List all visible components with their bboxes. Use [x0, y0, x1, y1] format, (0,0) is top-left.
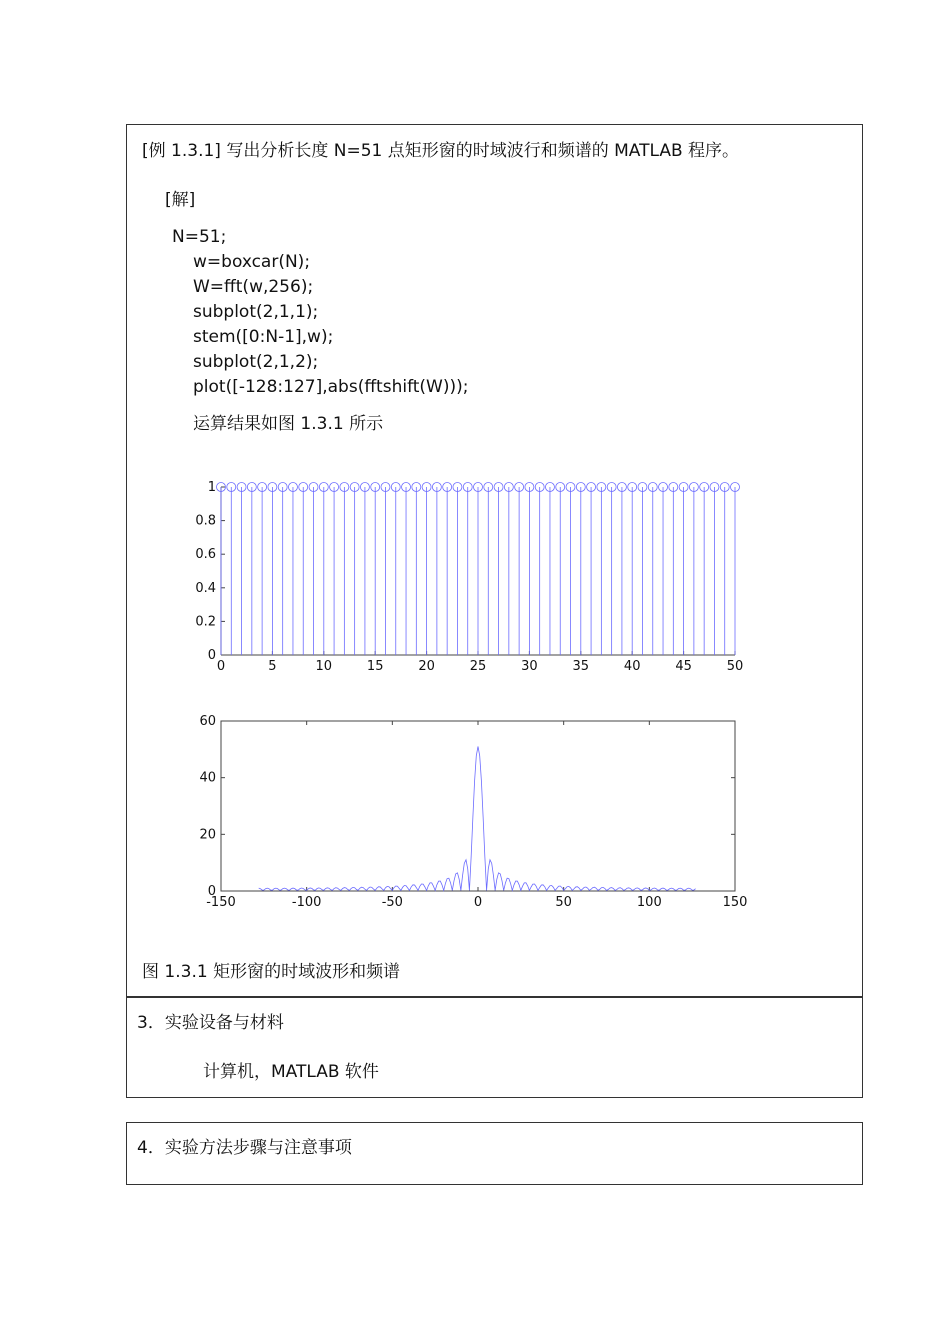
x-tick-label: -50: [381, 895, 403, 910]
x-tick-label: 5: [268, 659, 277, 674]
y-tick-label: 0.8: [195, 513, 216, 529]
spectrum-chart: [0, 705, 950, 925]
x-tick-label: 25: [469, 659, 487, 674]
y-tick-label: 40: [199, 770, 216, 786]
y-tick-label: 20: [199, 827, 216, 843]
y-tick-label: 1: [207, 480, 216, 495]
code-line: stem([0:N-1],w);: [193, 327, 334, 347]
section3-content: 计算机，MATLAB 软件: [203, 1062, 379, 1082]
x-tick-label: -100: [291, 895, 322, 910]
code-line: w=boxcar(N);: [193, 252, 311, 272]
x-tick-label: 0: [216, 659, 226, 674]
spectrum-line: [259, 747, 696, 891]
figure-caption: 图 1.3.1 矩形窗的时域波形和频谱: [142, 962, 401, 982]
solution-label: [解]: [165, 190, 196, 210]
stem-chart: [0, 470, 950, 700]
y-tick-label: 0.6: [195, 547, 216, 563]
code-line: plot([-128:127],abs(fftshift(W)));: [193, 377, 469, 397]
x-tick-label: 30: [521, 659, 538, 674]
x-tick-label: 100: [636, 895, 662, 910]
x-tick-label: 50: [555, 895, 572, 910]
y-tick-label: 0.2: [195, 614, 216, 630]
example-title: [例 1.3.1] 写出分析长度 N=51 点矩形窗的时域波行和频谱的 MATLAB 程序。: [142, 141, 740, 161]
section3-panel: [126, 996, 863, 1098]
x-tick-label: 10: [315, 659, 333, 674]
x-tick-label: -150: [206, 895, 236, 910]
x-tick-label: 0: [473, 895, 483, 910]
x-tick-label: 20: [418, 659, 435, 674]
x-tick-label: 35: [572, 659, 590, 674]
y-tick-label: 60: [199, 714, 216, 729]
y-tick-label: 0.4: [195, 580, 216, 596]
y-tick-label: 0: [207, 884, 216, 899]
code-line: W=fft(w,256);: [193, 277, 314, 297]
x-tick-label: 15: [366, 659, 384, 674]
y-tick-label: 0: [207, 648, 216, 663]
code-line: subplot(2,1,1);: [193, 302, 319, 322]
code-line: subplot(2,1,2);: [193, 352, 319, 372]
section3-heading: 3．实验设备与材料: [137, 1013, 284, 1033]
x-tick-label: 40: [623, 659, 641, 674]
section4-heading: 4．实验方法步骤与注意事项: [137, 1138, 352, 1158]
code-line: N=51;: [172, 227, 227, 247]
x-tick-label: 45: [675, 659, 692, 674]
x-tick-label: 150: [722, 895, 748, 910]
x-tick-label: 50: [726, 659, 744, 674]
result-text: 运算结果如图 1.3.1 所示: [193, 414, 384, 434]
